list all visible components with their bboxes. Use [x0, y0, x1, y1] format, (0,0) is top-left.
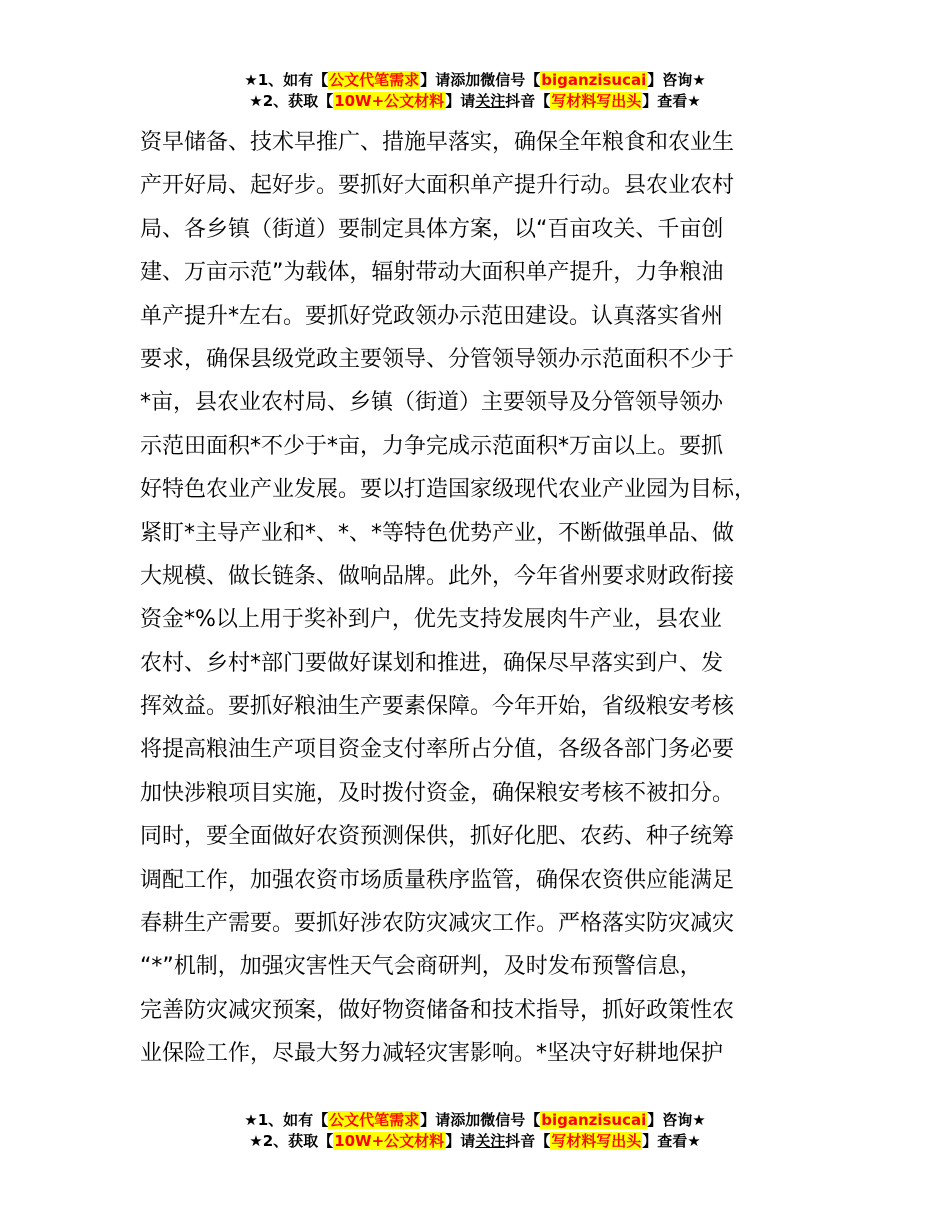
highlight-douyin: 写材料写出头 [551, 92, 642, 110]
highlight-materials: 10W+公文材料 [334, 1132, 445, 1150]
banner-text: 】请添加微信号【 [420, 71, 541, 89]
banner-text: 抖音【 [505, 1132, 551, 1150]
banner-line-1 [0, 70, 950, 91]
document-body [140, 121, 840, 1076]
body-line: 完善防灾减灾预案，做好物资储备和技术指导，抓好政策性农 [140, 997, 735, 1023]
body-line: 农村、乡村*部门要做好谋划和推进，确保尽早落实到户、发 [140, 650, 724, 676]
body-line: 挥效益。要抓好粮油生产要素保障。今年开始，省级粮安考核 [140, 694, 735, 720]
body-line: 产开好局、起好步。要抓好大面积单产提升行动。县农业农村 [140, 173, 735, 199]
body-line: 将提高粮油生产项目资金支付率所占分值，各级各部门务必要 [140, 737, 735, 763]
body-line: 紧盯*主导产业和*、*、*等特色优势产业，不断做强单品、做 [140, 520, 735, 546]
banner-text: 】请 [445, 92, 476, 110]
body-line: 调配工作，加强农资市场质量秩序监管，确保农资供应能满足 [140, 867, 735, 893]
body-line: 单产提升*左右。要抓好党政领办示范田建设。认真落实省州 [140, 303, 724, 329]
body-line: 示范田面积*不少于*亩，力争完成示范面积*万亩以上。要抓 [140, 433, 724, 459]
banner-text: ★1、如有【 [244, 1111, 329, 1129]
underlined-follow: 关注 [475, 1132, 506, 1150]
banner-text: 】请 [445, 1132, 476, 1150]
body-line: 资金*%以上用于奖补到户，优先支持发展肉牛产业，县农业 [140, 607, 722, 633]
highlight-service: 公文代笔需求 [329, 1111, 420, 1129]
body-line: 资早储备、技术早推广、措施早落实，确保全年粮食和农业生 [140, 130, 735, 155]
body-line: 加快涉粮项目实施，及时拨付资金，确保粮安考核不被扣分。 [140, 780, 735, 806]
body-line: 要求，确保县级党政主要领导、分管领导领办示范面积不少于 [140, 346, 735, 372]
highlight-douyin: 写材料写出头 [551, 1132, 642, 1150]
banner-text: 】咨询★ [647, 1111, 706, 1129]
body-line: *亩，县农业农村局、乡镇（街道）主要领导及分管领导领办 [140, 390, 724, 416]
banner-text: 】咨询★ [647, 71, 706, 89]
highlight-service: 公文代笔需求 [329, 71, 420, 89]
banner-text: ★2、获取【 [249, 1132, 334, 1150]
highlight-wechat-id: biganzisucai [541, 71, 647, 89]
banner-text: 】查看★ [642, 1132, 701, 1150]
underlined-follow: 关注 [475, 92, 506, 110]
banner-text: ★1、如有【 [244, 71, 329, 89]
header-banner [0, 70, 950, 112]
body-line: 同时，要全面做好农资预测保供，抓好化肥、农药、种子统筹 [140, 824, 735, 850]
body-line: 春耕生产需要。要抓好涉农防灾减灾工作。严格落实防灾减灾 [140, 911, 735, 937]
highlight-wechat-id: biganzisucai [541, 1111, 647, 1129]
banner-text: ★2、获取【 [249, 92, 334, 110]
banner-text: 抖音【 [505, 92, 551, 110]
highlight-materials: 10W+公文材料 [334, 92, 445, 110]
body-line: 局、各乡镇（街道）要制定具体方案，以“百亩攻关、千亩创 [140, 216, 724, 242]
body-line: “*”机制，加强灾害性天气会商研判，及时发布预警信息， [140, 954, 702, 980]
banner-line-2 [0, 1131, 950, 1152]
body-line: 建、万亩示范”为载体，辐射带动大面积单产提升，力争粮油 [140, 260, 724, 286]
body-line: 业保险工作，尽最大努力减轻灾害影响。*坚决守好耕地保护 [140, 1041, 724, 1067]
banner-text: 】请添加微信号【 [420, 1111, 541, 1129]
banner-text: 】查看★ [642, 92, 701, 110]
banner-line-2 [0, 91, 950, 112]
banner-line-1 [0, 1110, 950, 1131]
body-line: 大规模、做长链条、做响品牌。此外，今年省州要求财政衔接 [140, 563, 735, 589]
body-line: 好特色农业产业发展。要以打造国家级现代农业产业园为目标， [140, 477, 757, 503]
footer-banner [0, 1110, 950, 1152]
